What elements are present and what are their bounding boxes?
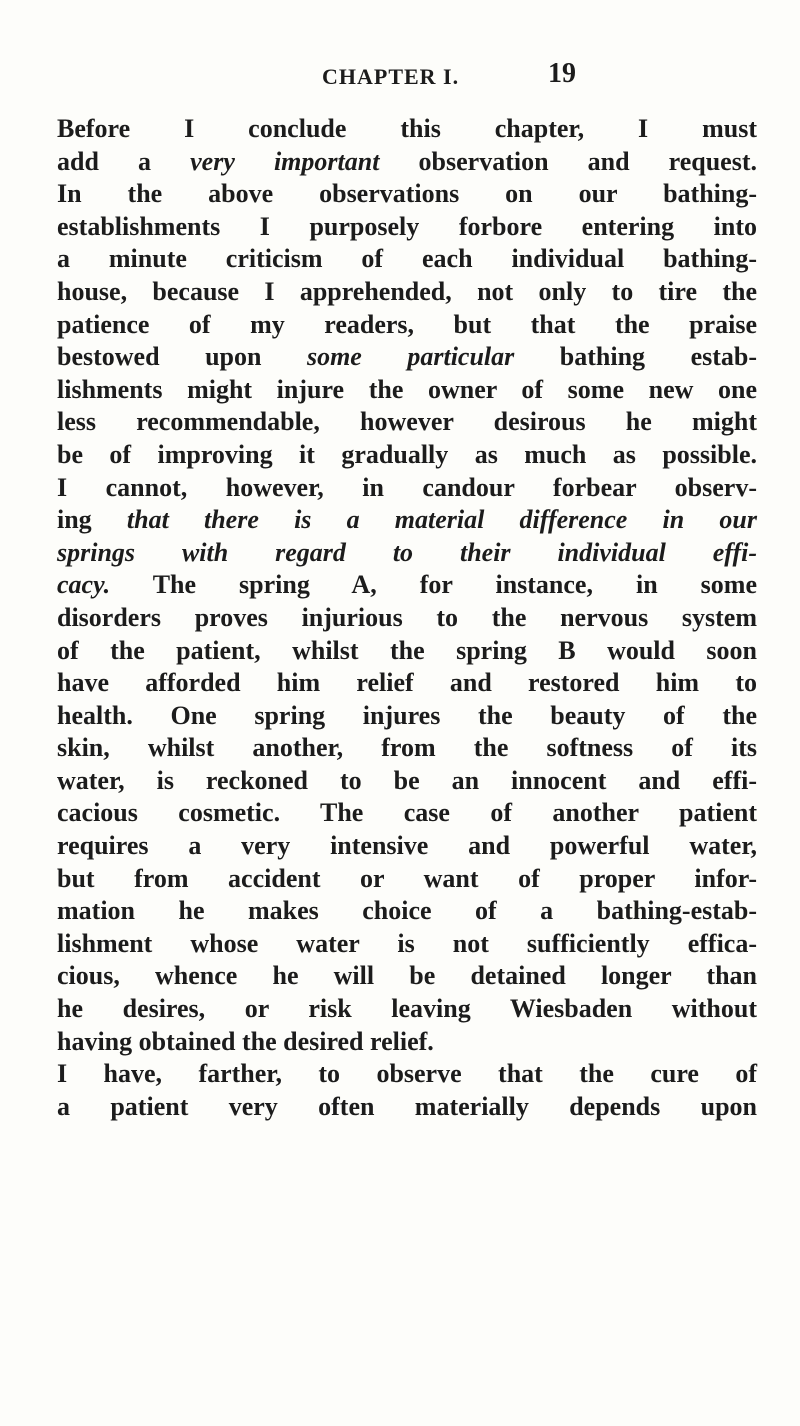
text-line (57, 504, 757, 537)
text-segment: I have, farther, to observe that the cure of (57, 1059, 757, 1089)
text-line (57, 700, 757, 733)
text-segment: observation and request. (379, 146, 757, 176)
text-segment: ing (57, 505, 127, 535)
italic-text: springs with regard to their individual effi- (57, 537, 757, 567)
text-line (57, 732, 757, 765)
text-line (57, 178, 757, 211)
text-line (57, 993, 757, 1026)
text-line (57, 146, 757, 179)
text-line (57, 309, 757, 342)
text-segment: bathing estab- (514, 342, 758, 372)
text-line (57, 602, 757, 635)
text-line (57, 472, 757, 505)
italic-text: that there is a material difference in our (126, 505, 757, 535)
text-segment: add a (57, 146, 191, 176)
text-line (57, 960, 757, 993)
italic-text: some particular (306, 342, 515, 372)
text-segment: less recommendable, however desirous he might (57, 407, 757, 437)
text-line (57, 830, 757, 863)
text-segment: have afforded him relief and restored him to (57, 668, 757, 698)
text-line (57, 276, 757, 309)
text-line (57, 569, 757, 602)
text-segment: water, is reckoned to be an innocent and effi- (57, 765, 757, 795)
text-line (57, 374, 757, 407)
text-segment: requires a very intensive and powerful water, (57, 831, 757, 861)
text-segment: patience of my readers, but that the praise (57, 309, 757, 339)
text-line (57, 211, 757, 244)
text-line (57, 635, 757, 668)
text-segment: be of improving it gradually as much as possible. (57, 439, 757, 469)
text-line (57, 341, 757, 374)
italic-text: cacy. (57, 570, 111, 600)
text-segment: he desires, or risk leaving Wiesbaden without (57, 994, 757, 1024)
italic-text: very important (190, 146, 380, 176)
text-segment: of the patient, whilst the spring B would soon (57, 635, 757, 665)
text-segment: house, because I apprehended, not only to tire the (57, 276, 757, 306)
text-segment: skin, whilst another, from the softness of its (57, 733, 757, 763)
text-line (57, 797, 757, 830)
text-line (57, 439, 757, 472)
text-line (57, 1026, 757, 1059)
text-segment: health. One spring injures the beauty of the (57, 700, 757, 730)
body-text (57, 113, 757, 1123)
text-line (57, 765, 757, 798)
text-segment: cacious cosmetic. The case of another patient (57, 798, 757, 828)
text-segment: bestowed upon (57, 342, 307, 372)
text-line (57, 667, 757, 700)
text-segment: The spring A, for instance, in some (110, 570, 757, 600)
chapter-label: CHAPTER I. (322, 64, 460, 89)
text-segment: but from accident or want of proper infor- (57, 863, 757, 893)
text-line (57, 537, 757, 570)
text-line (57, 243, 757, 276)
text-segment: Before I conclude this chapter, I must (57, 114, 757, 143)
text-line (57, 895, 757, 928)
text-segment: In the above observations on our bathing- (57, 179, 757, 209)
text-line (57, 928, 757, 961)
text-line (57, 863, 757, 896)
text-segment: disorders proves injurious to the nervous system (57, 602, 757, 632)
text-line (57, 1091, 757, 1124)
text-segment: lishments might injure the owner of some new one (57, 374, 757, 404)
text-segment: establishments I purposely forbore entering into (57, 211, 757, 241)
text-segment: I cannot, however, in candour forbear observ- (57, 472, 757, 502)
running-head (0, 58, 800, 92)
text-segment: cious, whence he will be detained longer than (57, 961, 757, 991)
text-line (57, 406, 757, 439)
page-number: 19 (548, 58, 576, 89)
text-segment: having obtained the desired relief. (57, 1026, 434, 1056)
text-segment: lishment whose water is not sufficiently effica- (57, 928, 757, 958)
text-line (57, 113, 757, 146)
text-segment: a minute criticism of each individual bathing- (57, 244, 757, 274)
text-segment: a patient very often materially depends upon (57, 1091, 757, 1121)
text-segment: mation he makes choice of a bathing-estab- (57, 896, 757, 926)
text-line (57, 1058, 757, 1091)
